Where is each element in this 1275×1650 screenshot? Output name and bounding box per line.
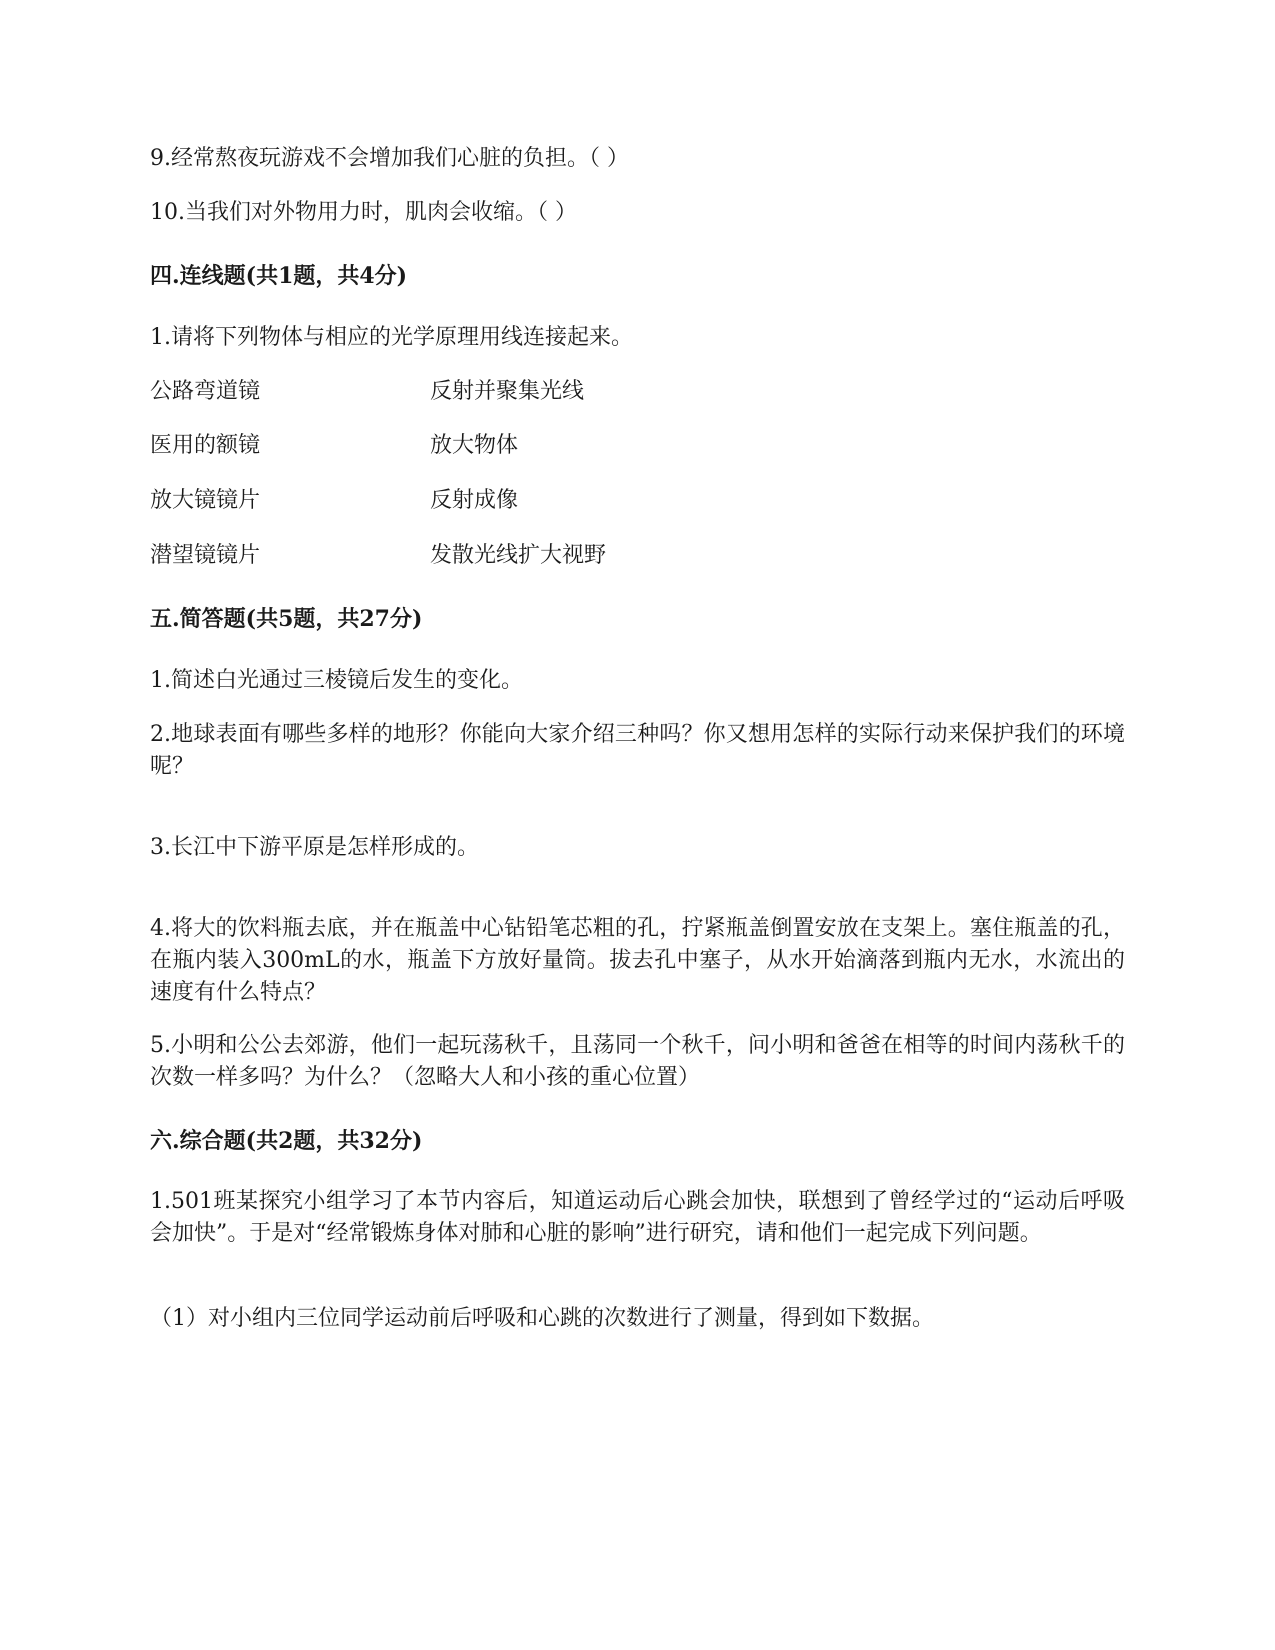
matching-right-item: 反射成像 (430, 488, 519, 513)
comprehensive-question-1-part-1: （1）对小组内三位同学运动前后呼吸和心跳的次数进行了测量，得到如下数据。 (150, 1306, 934, 1331)
short-answer-question-2: 2.地球表面有哪些多样的地形？你能向大家介绍三种吗？你又想用怎样的实际行动来保护我们的环境呢？ (150, 722, 1125, 779)
section-heading-matching: 四.连线题(共1题，共4分) (150, 263, 408, 289)
judgement-item-10: 10.当我们对外物用力时，肌肉会收缩。（ ） (150, 200, 577, 225)
matching-question: 1.请将下列物体与相应的光学原理用线连接起来。 (150, 325, 633, 350)
matching-left-item: 公路弯道镜 (150, 379, 261, 404)
matching-right-item: 反射并聚集光线 (430, 379, 585, 404)
judgement-item-9: 9.经常熬夜玩游戏不会增加我们心脏的负担。（ ） (150, 146, 629, 171)
comprehensive-question-1: 1.501班某探究小组学习了本节内容后，知道运动后心跳会加快，联想到了曾经学过的“运动后呼吸会加快”。于是对“经常锻炼身体对肺和心脏的影响”进行研究，请和他们一起完成下列问题。 (150, 1189, 1125, 1246)
matching-left-item: 放大镜镜片 (150, 488, 261, 513)
short-answer-question-4: 4.将大的饮料瓶去底，并在瓶盖中心钻铅笔芯粗的孔，拧紧瓶盖倒置安放在支架上。塞住瓶盖的孔，在瓶内装入300mL的水，瓶盖下方放好量筒。拔去孔中塞子，从水开始滴落到瓶内无水，水流出的速度有什么特点？ (150, 916, 1125, 1005)
matching-right-item: 放大物体 (430, 433, 519, 458)
section-heading-short-answer: 五.简答题(共5题，共27分) (150, 606, 423, 632)
matching-right-item: 发散光线扩大视野 (430, 543, 607, 568)
short-answer-question-3: 3.长江中下游平原是怎样形成的。 (150, 835, 479, 860)
short-answer-question-1: 1.简述白光通过三棱镜后发生的变化。 (150, 668, 523, 693)
section-heading-comprehensive: 六.综合题(共2题，共32分) (150, 1128, 423, 1154)
matching-left-item: 潜望镜镜片 (150, 543, 261, 568)
matching-left-item: 医用的额镜 (150, 433, 261, 458)
short-answer-question-5: 5.小明和公公去郊游，他们一起玩荡秋千，且荡同一个秋千，问小明和爸爸在相等的时间内荡秋千的次数一样多吗？为什么？（忽略大人和小孩的重心位置） (150, 1033, 1125, 1090)
